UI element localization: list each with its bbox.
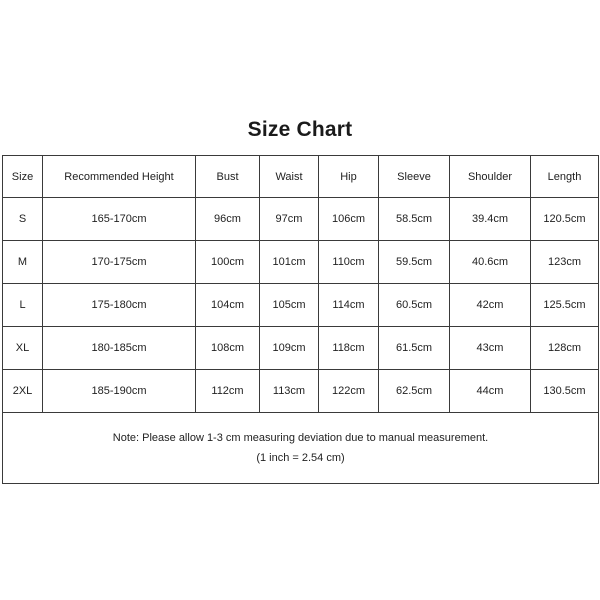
table-cell: 101cm — [260, 241, 319, 284]
table-cell: 97cm — [260, 198, 319, 241]
column-header-size: Size — [3, 156, 43, 198]
table-cell: 105cm — [260, 284, 319, 327]
table-cell: 112cm — [196, 370, 260, 413]
table-cell: M — [3, 241, 43, 284]
table-cell: 61.5cm — [379, 327, 450, 370]
conversion-note: (1 inch = 2.54 cm) — [256, 452, 345, 464]
column-header-length: Length — [531, 156, 599, 198]
table-cell: 109cm — [260, 327, 319, 370]
table-header-row — [3, 156, 599, 198]
table-cell: 104cm — [196, 284, 260, 327]
column-header-bust: Bust — [196, 156, 260, 198]
note-row — [3, 413, 599, 484]
table-row — [3, 370, 599, 413]
note-text: Note: Please allow 1-3 cm measuring deviation due to manual measurement. — [112, 432, 489, 444]
table-cell: 125.5cm — [531, 284, 599, 327]
table-cell: 100cm — [196, 241, 260, 284]
table-cell: L — [3, 284, 43, 327]
table-row — [3, 198, 599, 241]
table-cell: 175-180cm — [43, 284, 196, 327]
table-cell: 113cm — [260, 370, 319, 413]
page-title: Size Chart — [247, 118, 353, 141]
table-cell: 96cm — [196, 198, 260, 241]
table-cell: 59.5cm — [379, 241, 450, 284]
table-cell: 114cm — [319, 284, 379, 327]
table-cell: 180-185cm — [43, 327, 196, 370]
table-cell: 2XL — [3, 370, 43, 413]
column-header-hip: Hip — [319, 156, 379, 198]
table-cell: 44cm — [450, 370, 531, 413]
table-cell: 108cm — [196, 327, 260, 370]
table-cell: 120.5cm — [531, 198, 599, 241]
table-cell: 60.5cm — [379, 284, 450, 327]
table-cell: 118cm — [319, 327, 379, 370]
table-cell: 123cm — [531, 241, 599, 284]
size-chart-table — [2, 155, 599, 484]
table-cell: 43cm — [450, 327, 531, 370]
column-header-waist: Waist — [260, 156, 319, 198]
column-header-height: Recommended Height — [43, 156, 196, 198]
table-cell: 42cm — [450, 284, 531, 327]
table-cell: 185-190cm — [43, 370, 196, 413]
table-cell: S — [3, 198, 43, 241]
table-row — [3, 241, 599, 284]
table-cell: 170-175cm — [43, 241, 196, 284]
table-cell: 165-170cm — [43, 198, 196, 241]
table-cell: 128cm — [531, 327, 599, 370]
column-header-sleeve: Sleeve — [379, 156, 450, 198]
table-cell: XL — [3, 327, 43, 370]
table-cell: 39.4cm — [450, 198, 531, 241]
table-row — [3, 284, 599, 327]
table-row — [3, 327, 599, 370]
column-header-shoulder: Shoulder — [450, 156, 531, 198]
note-cell — [3, 413, 599, 484]
table-cell: 122cm — [319, 370, 379, 413]
table-cell: 110cm — [319, 241, 379, 284]
table-cell: 62.5cm — [379, 370, 450, 413]
table-cell: 58.5cm — [379, 198, 450, 241]
table-cell: 130.5cm — [531, 370, 599, 413]
table-cell: 40.6cm — [450, 241, 531, 284]
table-cell: 106cm — [319, 198, 379, 241]
